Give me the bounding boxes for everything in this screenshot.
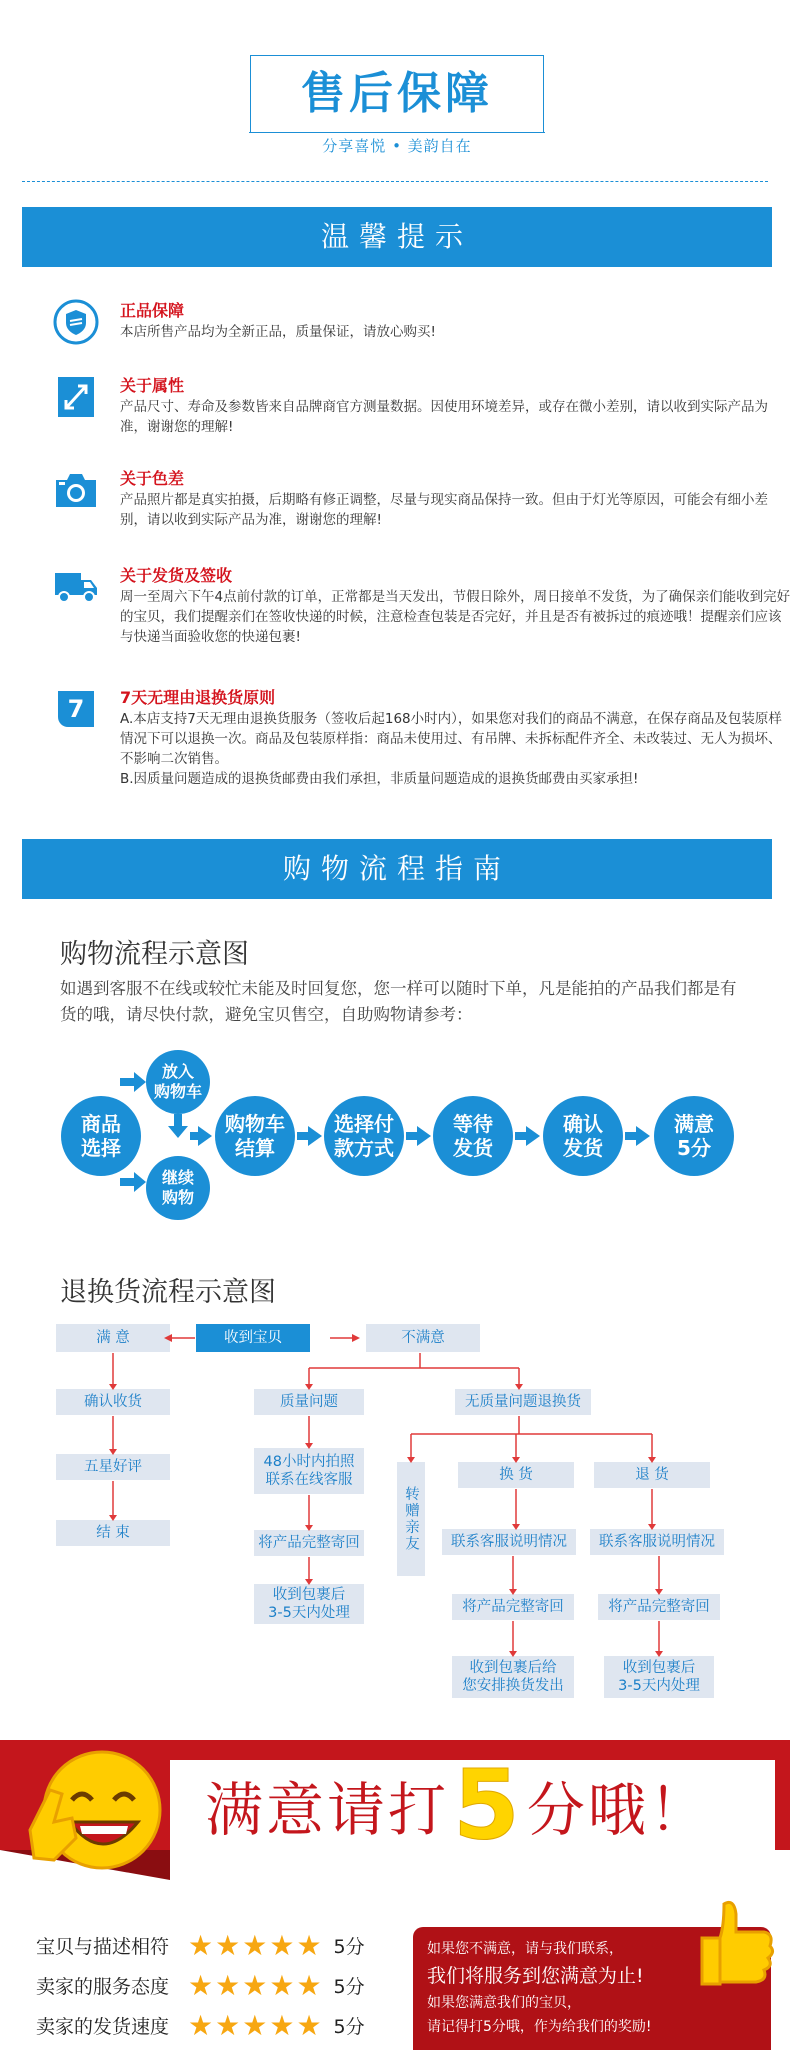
promo-text-b: 分哦！	[526, 1776, 710, 1844]
node-no-quality-issue: 无质量问题退换货	[455, 1389, 591, 1415]
node-end: 结 束	[56, 1520, 170, 1546]
note-line: 如果您不满意，请与我们联系，	[427, 1941, 623, 1957]
node-send-back-exchange: 将产品完整寄回	[452, 1594, 574, 1620]
seven-day-badge: 7	[58, 691, 94, 727]
resize-icon	[52, 373, 100, 421]
notice-title: 正品保障	[120, 301, 185, 320]
step-label: 等待 发货	[453, 1112, 493, 1160]
notice-shipping	[52, 563, 790, 653]
arrow-icon	[120, 1172, 146, 1192]
banner-tips: 温馨提示	[22, 207, 772, 267]
node-exchange-done: 收到包裹后给 您安排换货发出	[452, 1656, 574, 1698]
notice-body-b: B.因质量问题造成的退换货邮费由我们承担，非质量问题造成的退换货邮费由买家承担!	[120, 771, 639, 787]
promo-text-a: 满意请打	[205, 1776, 450, 1844]
star-icon: ★	[242, 1929, 268, 1962]
node-quality-issue: 质量问题	[254, 1389, 364, 1415]
notice-body: 产品尺寸、寿命及参数皆来自品牌商官方测量数据。因使用环境差异，或存在微小差别，请以收到实际产品为准，谢谢您的理解!	[120, 399, 768, 435]
step-label: 购物车 结算	[225, 1112, 285, 1160]
star-icon: ★	[215, 2009, 241, 2042]
promo-number: 5	[453, 1749, 523, 1861]
node-confirm-receipt: 确认收货	[56, 1389, 170, 1415]
node-received: 收到宝贝	[196, 1324, 310, 1352]
rating-row-shipping	[36, 2009, 365, 2042]
shopping-flow-heading: 购物流程示意图	[60, 939, 249, 970]
star-icon: ★	[269, 1969, 295, 2002]
rating-label: 卖家的服务态度	[36, 1976, 170, 1998]
rating-row-description	[36, 1929, 365, 1962]
star-icon: ★	[296, 1929, 322, 1962]
star-icon: ★	[242, 2009, 268, 2042]
notice-title: 关于属性	[120, 376, 185, 395]
arrow-icon	[625, 1126, 650, 1146]
node-satisfied: 满 意	[56, 1324, 170, 1352]
rating-score: 5分	[333, 2016, 365, 2038]
thumbs-up-icon	[694, 1894, 778, 1998]
notice-body: 本店所售产品均为全新正品，质量保证，请放心购买!	[120, 324, 436, 340]
note-line: 请记得打5分哦，作为给我们的奖励!	[427, 2019, 652, 2035]
arrow-icon	[406, 1126, 431, 1146]
page-subtitle: 分享喜悦 • 美韵自在	[322, 137, 472, 155]
node-send-back-refund: 将产品完整寄回	[598, 1594, 720, 1620]
camera-icon	[52, 466, 100, 514]
star-icon: ★	[215, 1929, 241, 1962]
star-icon: ★	[296, 1969, 322, 2002]
notice-title: 关于发货及签收	[120, 566, 233, 585]
node-refund-done: 收到包裹后 3-5天内处理	[604, 1656, 714, 1698]
truck-icon	[52, 563, 100, 611]
rating-label: 宝贝与描述相符	[36, 1936, 170, 1958]
notice-genuine	[52, 298, 752, 354]
step-label: 满意 5分	[674, 1112, 714, 1160]
note-line: 如果您满意我们的宝贝，	[427, 1995, 581, 2011]
shopping-intro: 如遇到客服不在线或较忙未能及时回复您，您一样可以随时下单，凡是能拍的产品我们都是有货的哦，请尽快付款，避免宝贝售空，自助购物请参考：	[60, 979, 737, 1024]
step-label: 继续 购物	[161, 1168, 194, 1207]
step-label: 商品 选择	[81, 1112, 121, 1160]
star-icon: ★	[188, 1969, 214, 2002]
star-icon: ★	[269, 2009, 295, 2042]
star-icon: ★	[269, 1929, 295, 1962]
node-exchange: 换 货	[458, 1462, 574, 1488]
arrow-icon	[297, 1126, 322, 1146]
arrow-icon	[168, 1114, 188, 1138]
note-line: 我们将服务到您满意为止!	[427, 1965, 644, 1987]
node-48h-contact: 48小时内拍照 联系在线客服	[254, 1448, 364, 1494]
arrow-icon	[120, 1072, 146, 1092]
notice-body: A.本店支持7天无理由退换货服务（签收后起168小时内），如果您对我们的商品不满意，在保存商品及包装原样情况下可以退换一次。商品及包装原样指：商品未使用过、有吊牌、未拆标配件齐全、未改装过、无人为损坏、不影响二次销售。	[120, 711, 782, 767]
step-label: 选择付 款方式	[334, 1112, 394, 1160]
star-icon: ★	[296, 2009, 322, 2042]
star-icon: ★	[215, 1969, 241, 2002]
star-icon: ★	[188, 1929, 214, 1962]
node-process: 收到包裹后 3-5天内处理	[254, 1584, 364, 1624]
seven-day-icon	[52, 685, 100, 733]
rating-row-service	[36, 1969, 365, 2002]
step-label: 放入 购物车	[153, 1062, 202, 1101]
banner-shopping-guide: 购物流程指南	[22, 839, 772, 899]
flow-arrows	[0, 1040, 790, 1240]
arrow-icon	[190, 1126, 212, 1146]
node-five-star: 五星好评	[56, 1454, 170, 1480]
page-title: 售后保障	[301, 68, 493, 119]
rating-score: 5分	[333, 1936, 365, 1958]
notice-body: 产品照片都是真实拍摄，后期略有修正调整，尽量与现实商品保持一致。但由于灯光等原因，可能会有细小差别，请以收到实际产品为准，谢谢您的理解!	[120, 492, 768, 528]
notice-color	[52, 466, 768, 536]
smiley-icon	[10, 1730, 170, 1880]
node-refund: 退 货	[594, 1462, 710, 1488]
rating-score: 5分	[333, 1976, 365, 1998]
notice-title: 关于色差	[120, 469, 185, 488]
node-send-back: 将产品完整寄回	[254, 1530, 364, 1556]
notice-attributes	[52, 373, 768, 443]
node-gift: 转赠亲友	[397, 1462, 425, 1576]
node-unsatisfied: 不满意	[366, 1324, 480, 1352]
shield-icon	[52, 298, 100, 346]
divider	[22, 181, 768, 182]
star-icon: ★	[188, 2009, 214, 2042]
return-flow-heading: 退换货流程示意图	[60, 1277, 276, 1308]
rating-label: 卖家的发货速度	[36, 2016, 170, 2038]
rating-promo-banner	[0, 1740, 790, 1880]
arrow-icon	[515, 1126, 540, 1146]
promo-text	[205, 1749, 710, 1861]
notice-7day-return	[52, 685, 782, 795]
notice-title: 7天无理由退换货原则	[120, 688, 276, 707]
return-flow-connectors	[0, 1310, 790, 1710]
step-label: 确认 发货	[563, 1112, 603, 1160]
node-contact-refund: 联系客服说明情况	[590, 1529, 724, 1555]
notice-body: 周一至周六下午4点前付款的订单，正常都是当天发出，节假日除外，周日接单不发货，为了确保亲们能收到完好的宝贝，我们提醒亲们在签收快递的时候，注意检查包装是否完好，并且是否有被拆过的痕迹哦！提醒亲们应该与快递当面验收您的快递包裹!	[120, 589, 790, 645]
star-icon: ★	[242, 1969, 268, 2002]
node-contact-exchange: 联系客服说明情况	[442, 1529, 576, 1555]
